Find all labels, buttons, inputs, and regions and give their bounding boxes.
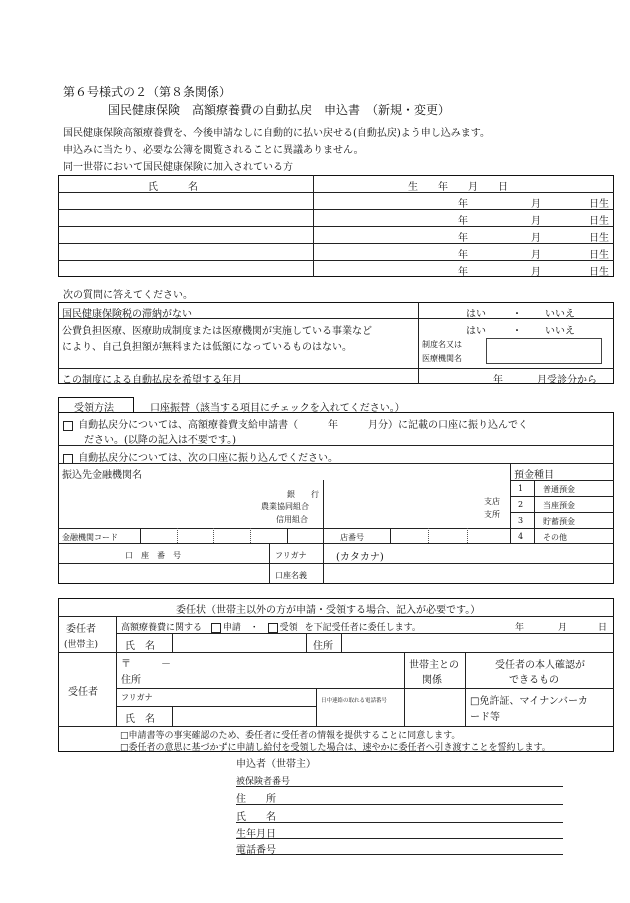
system-name-label-1: 制度名又は	[422, 340, 462, 349]
member-year: 年	[458, 199, 468, 210]
applicant-phone-label: 電話番号	[236, 845, 276, 856]
head-of-household-label: (世帯主)	[64, 640, 99, 650]
intro-line-2: 申込みに当たり、必要な公簿を閲覧されることに異議ありません。	[63, 145, 364, 156]
question-public-expense-2: により、自己負担額が無料または低額になっているものはない。	[62, 342, 352, 353]
intro-line-1: 国民健康保険高額療養費を、今後申請なしに自動的に払い戻せる(自動払戻)よう申し込みます。	[63, 128, 491, 139]
apply-receive-separator: ・	[249, 623, 259, 633]
identity-doc-label-1: 受任者の本人確認が	[495, 660, 585, 671]
q2-separator: ・	[512, 326, 522, 337]
identity-doc-label-2: できるもの	[509, 675, 559, 686]
relation-label-1: 世帯主との	[409, 660, 459, 671]
account-holder-label: 口座名義	[275, 571, 307, 580]
member-day: 日生	[589, 216, 609, 227]
daytime-phone-label: 日中連絡の取れる電話番号	[321, 698, 388, 704]
delegation-day: 日	[598, 623, 608, 633]
account-number-label: 口 座 番 号	[125, 551, 181, 560]
questions-label: 次の質問に答えてください。	[63, 290, 193, 301]
applicant-title: 申込者（世帯主）	[236, 759, 316, 770]
option-new-account[interactable]	[63, 449, 338, 464]
branch-type-branch: 支店	[484, 497, 500, 506]
insured-number-label: 被保険者番号	[236, 777, 291, 787]
bank-type-agri-coop: 農業協同組合	[261, 502, 309, 511]
option-previous-account[interactable]	[63, 416, 528, 431]
applicant-name-label: 氏 名	[236, 812, 276, 823]
q2-no[interactable]: いいえ	[545, 326, 575, 337]
delegator-address-label: 住所	[313, 641, 333, 652]
bank-name-label: 振込先金融機関名	[62, 470, 142, 481]
delegatee-furigana-label: フリガナ	[121, 693, 153, 702]
system-name-label-2: 医療機関名	[422, 354, 462, 363]
bank-code-label: 金融機関コード	[62, 533, 118, 542]
relation-label-2: 関係	[422, 675, 442, 686]
question-no-arrears: 国民健康保険税の滞納がない	[62, 309, 192, 320]
branch-type-sub-branch: 支所	[484, 510, 500, 519]
apply-label: 申請	[222, 623, 241, 633]
checkbox-apply[interactable]	[211, 623, 221, 633]
delegate-text-prefix: 高額療養費に関する	[121, 623, 203, 633]
member-month: 月	[531, 216, 541, 227]
delegate-text	[121, 620, 421, 633]
intro-line-3: 同一世帯において国民健康保険に加入されている方	[63, 162, 293, 173]
delegatee-address-label: 住所	[121, 675, 141, 686]
postal-code-field: 〒 －	[121, 659, 171, 670]
member-day: 日生	[589, 250, 609, 261]
start-year: 年	[493, 375, 503, 386]
id-document-option[interactable]: □免許証、マイナンバーカ	[470, 696, 588, 707]
deposit-num-3: 3	[518, 516, 524, 525]
form-number: 第６号様式の２（第８条関係）	[63, 85, 232, 99]
branch-number-label: 店番号	[340, 533, 364, 542]
member-month: 月	[531, 267, 541, 278]
start-month-suffix: 月受診分から	[537, 375, 597, 386]
bank-type-bank: 銀 行	[287, 490, 319, 499]
member-month: 月	[531, 199, 541, 210]
delegate-text-suffix: を下記受任者に委任します。	[304, 623, 421, 633]
deposit-num-2: 2	[518, 500, 524, 509]
member-year: 年	[458, 233, 468, 244]
bank-type-credit-union: 信用組合	[276, 515, 308, 524]
deposit-other[interactable]: その他	[543, 533, 567, 542]
member-day: 日生	[589, 233, 609, 244]
deposit-savings[interactable]: 貯蓄預金	[543, 517, 575, 526]
member-month: 月	[531, 233, 541, 244]
delegatee-name-label: 氏 名	[125, 714, 155, 725]
delegatee-label: 受任者	[68, 687, 98, 698]
member-name-header: 氏 名	[148, 182, 198, 193]
receipt-method-value: 口座振替（該当する項目にチェックを入れてください。）	[150, 403, 405, 414]
deposit-type-label: 預金種目	[514, 470, 554, 481]
option-previous-account-text-2: ださい。(以降の記入は不要です。)	[84, 435, 237, 446]
member-month: 月	[531, 250, 541, 261]
furigana-label: フリガナ	[275, 551, 307, 560]
deposit-ordinary[interactable]: 普通預金	[543, 485, 575, 494]
checkbox-receive[interactable]	[268, 623, 278, 633]
checkbox-new-account[interactable]	[63, 454, 73, 464]
delegation-year: 年	[515, 623, 525, 633]
deposit-num-1: 1	[518, 484, 524, 493]
applicant-address-label: 住 所	[236, 794, 276, 805]
receive-label: 受領	[279, 623, 298, 633]
consent-info-sharing[interactable]: □申請書等の事実確認のため、委任者に受任者の情報を提供することに同意します。	[120, 731, 461, 741]
delegator-label: 委任者	[66, 624, 96, 635]
proxy-title: 委任状（世帯主以外の方が申請・受領する場合、記入が必要です。）	[176, 605, 481, 616]
id-document-option-2: ード等	[470, 712, 500, 723]
q1-separator: ・	[512, 309, 522, 320]
deposit-checking[interactable]: 当座預金	[543, 501, 575, 510]
system-name-field[interactable]	[486, 338, 602, 364]
option-new-account-text: 自動払戻分については、次の口座に振り込んでください。	[78, 453, 338, 464]
member-year: 年	[458, 250, 468, 261]
member-birth-header: 生 年 月 日	[408, 182, 508, 193]
question-public-expense-1: 公費負担医療、医療助成制度または医療機関が実施している事業など	[62, 326, 372, 337]
checkbox-previous-account[interactable]	[63, 421, 73, 431]
question-start-month: この制度による自動払戻を希望する年月	[62, 375, 242, 386]
delegation-month: 月	[558, 623, 568, 633]
delegator-name-label: 氏 名	[125, 641, 155, 652]
deposit-num-4: 4	[518, 532, 524, 541]
member-year: 年	[458, 267, 468, 278]
option-previous-account-text: 自動払戻分については、高額療養費支給申請書（ 年 月分）に記載の口座に振り込んでく	[78, 420, 528, 431]
member-year: 年	[458, 216, 468, 227]
q2-yes[interactable]: はい	[466, 326, 486, 337]
consent-pledge[interactable]: □委任者の意思に基づかずに申請し給付を受領した場合は、速やかに委任者へ引き渡すことを誓約します。	[120, 743, 551, 753]
page-title: 国民健康保険 高額療養費の自動払戻 申込書 （新規・変更）	[108, 103, 451, 117]
applicant-birthdate-label: 生年月日	[236, 829, 276, 840]
katakana-hint: (カタカナ)	[336, 552, 384, 563]
q1-no[interactable]: いいえ	[545, 309, 575, 320]
member-day: 日生	[589, 199, 609, 210]
receipt-method-label: 受領方法	[74, 403, 114, 414]
member-day: 日生	[589, 267, 609, 278]
q1-yes[interactable]: はい	[466, 309, 486, 320]
